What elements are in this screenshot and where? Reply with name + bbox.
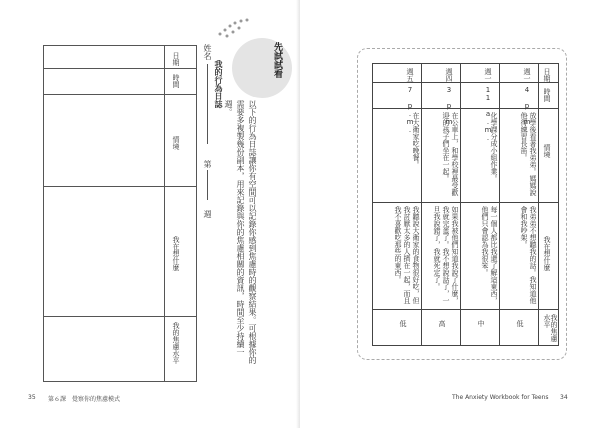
row1-day: 週一 (523, 68, 531, 82)
header-level: 我的焦慮水平 (172, 322, 180, 364)
intro-paragraph: 以下的行為日誌讓你有空間可以記錄你感到焦慮時的觀察結果。可根據你的需要多複製幾份副本，用來記錄與你的焦慮相關的資訊，時間至少持續一週。 (224, 100, 257, 364)
book-title: The Anxiety Workbook for Teens (452, 394, 549, 401)
row4-day: 週五 (406, 68, 414, 82)
left-page-number: 35 (28, 394, 36, 401)
row3-thought: 如果我被他們知道我說了什麼，我就完蛋了。我不想說話了，一旦我說錯了，我就死定了。 (433, 206, 459, 304)
name-line (207, 64, 208, 144)
week-line (207, 170, 208, 200)
ex-header-thought: 我在想什麼 (543, 236, 551, 271)
ex-header-time: 時間 (543, 88, 551, 102)
decoration-dots (215, 16, 255, 40)
ex-header-level: 我的焦慮水平 (543, 314, 558, 342)
row2-thought: 每一個人都比我還了解這東西，他們只會認為我很笨。 (481, 206, 498, 304)
row4-level: 低 (399, 320, 407, 327)
header-date: 日期 (172, 52, 180, 66)
ex-header-date: 日期 (543, 68, 551, 82)
row3-situation: 在公車上，和學校裡最受歡迎的孩子們坐在一起。 (442, 112, 459, 196)
example-log-table (372, 63, 559, 346)
ex-header-situation: 情境 (543, 144, 551, 158)
row2-level: 中 (477, 320, 485, 327)
row2-day: 週一 (484, 68, 492, 82)
row3-day: 週四 (445, 68, 453, 82)
row4-situation: 在大衛家吃晚餐。 (412, 112, 420, 168)
try-it-label: 先試試看 (272, 42, 282, 78)
try-it-badge (232, 38, 292, 98)
week-label: 第 (203, 160, 212, 168)
chapter-title: 第６課 覺察你的焦慮模式 (48, 396, 121, 403)
row1-thought: 我弟弟不想聽我的話。我知道他會和我吵架。 (520, 206, 537, 304)
row1-time: 4 p.m. (523, 86, 531, 134)
log-title: 我的行為日誌 (214, 60, 223, 108)
row2-time: 11 a.m. (484, 86, 492, 142)
row1-level: 低 (516, 320, 524, 327)
header-situation: 情境 (172, 136, 180, 150)
row1-situation: 放學後看著我弟弟。媽媽說他得練習長笛。 (520, 112, 537, 196)
row4-thought: 我聽說大衛家的食物很好吃，但我討厭太多的人擠在一起，而且我不喜歡吃那些的東西。 (394, 206, 420, 304)
row3-time: 3 p.m. (445, 86, 453, 134)
blank-log-table (43, 45, 197, 382)
week-suffix: 週 (203, 210, 212, 218)
right-page-number: 34 (560, 394, 568, 401)
row4-time: 7 p.m. (406, 86, 414, 134)
row3-level: 高 (438, 320, 446, 327)
header-time: 時間 (172, 74, 180, 88)
name-label: 姓名 (203, 44, 212, 60)
row2-situation: 化學課分成小組作業。 (490, 112, 498, 182)
header-thought: 我在想什麼 (172, 236, 180, 271)
